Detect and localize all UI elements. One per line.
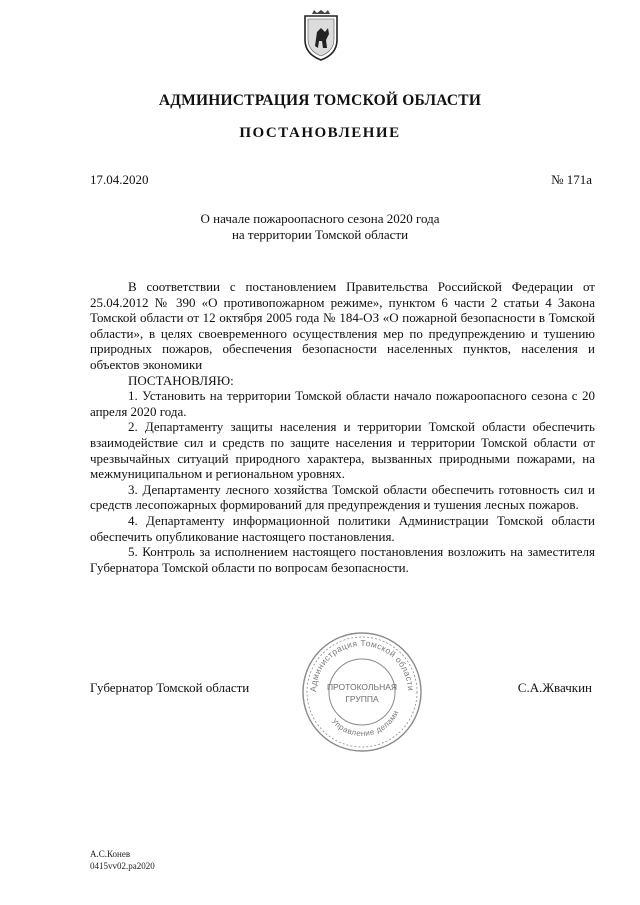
clause-2: 2. Департаменту защиты населения и территории Томской области обеспечить взаимодействие сил и средств по защите населения и территории Томской области от чрезвычайных ситуаций природного характера, вызванных природными пожарами, на межмуниципальном и региональном уровнях. bbox=[90, 419, 595, 482]
document-body bbox=[90, 279, 595, 575]
seal-ring-text: Администрация Томской области bbox=[307, 637, 417, 693]
signatory-position: Губернатор Томской области bbox=[90, 680, 250, 695]
seal-bottom-text: Управление делами bbox=[329, 708, 401, 739]
document-subject bbox=[0, 211, 640, 243]
document-date: 17.04.2020 bbox=[90, 172, 149, 187]
decree-word: ПОСТАНОВЛЯЮ: bbox=[128, 372, 234, 388]
footer-code: 0415vv02.ра2020 bbox=[90, 861, 155, 871]
footer-block bbox=[90, 848, 155, 872]
clause-5: 5. Контроль за исполнением настоящего постановления возложить на заместителя Губернатора Томской области по вопросам безопасности. bbox=[90, 544, 595, 575]
seal-center-line-1: ПРОТОКОЛЬНАЯ bbox=[326, 682, 398, 692]
clause-1: 1. Установить на территории Томской области начало пожароопасного сезона с 20 апреля 2020 года. bbox=[90, 388, 595, 419]
footer-author: А.С.Конев bbox=[90, 849, 131, 859]
clause-3: 3. Департаменту лесного хозяйства Томской области обеспечить готовность сил и средств лесопожарных формирований для предупреждения и тушения лесных пожаров. bbox=[90, 481, 595, 513]
seal-center-line-2: ГРУППА bbox=[345, 694, 379, 704]
organization-title: АДМИНИСТРАЦИЯ ТОМСКОЙ ОБЛАСТИ bbox=[158, 92, 482, 109]
document-number: № 171а bbox=[551, 172, 592, 187]
official-seal bbox=[300, 630, 424, 754]
clause-4: 4. Департаменту информационной политики Администрации Томской области обеспечить опубликование настоящего постановления. bbox=[90, 512, 595, 544]
document-type: ПОСТАНОВЛЕНИЕ bbox=[239, 125, 401, 141]
svg-text:Управление делами bbox=[330, 709, 401, 738]
coat-of-arms-icon bbox=[301, 10, 341, 62]
subject-line-1: О начале пожароопасного сезона 2020 года bbox=[200, 211, 440, 226]
subject-line-2: на территории Томской области bbox=[231, 227, 409, 242]
preamble: В соответствии с постановлением Правительства Российской Федерации от 25.04.2012 № 390 «О противопожарном режиме», пунктом 6 части 2 статьи 4 Закона Томской области от 12 октября 2005 года № 184-ОЗ «О пожарной безопасности в Томской области», в целях своевременного осуществления мер по предупреждению и тушению природных пожаров, обеспечения безопасности населенных пунктов, населения и объектов экономики bbox=[90, 279, 595, 372]
signatory-name: С.А.Жвачкин bbox=[517, 680, 592, 695]
